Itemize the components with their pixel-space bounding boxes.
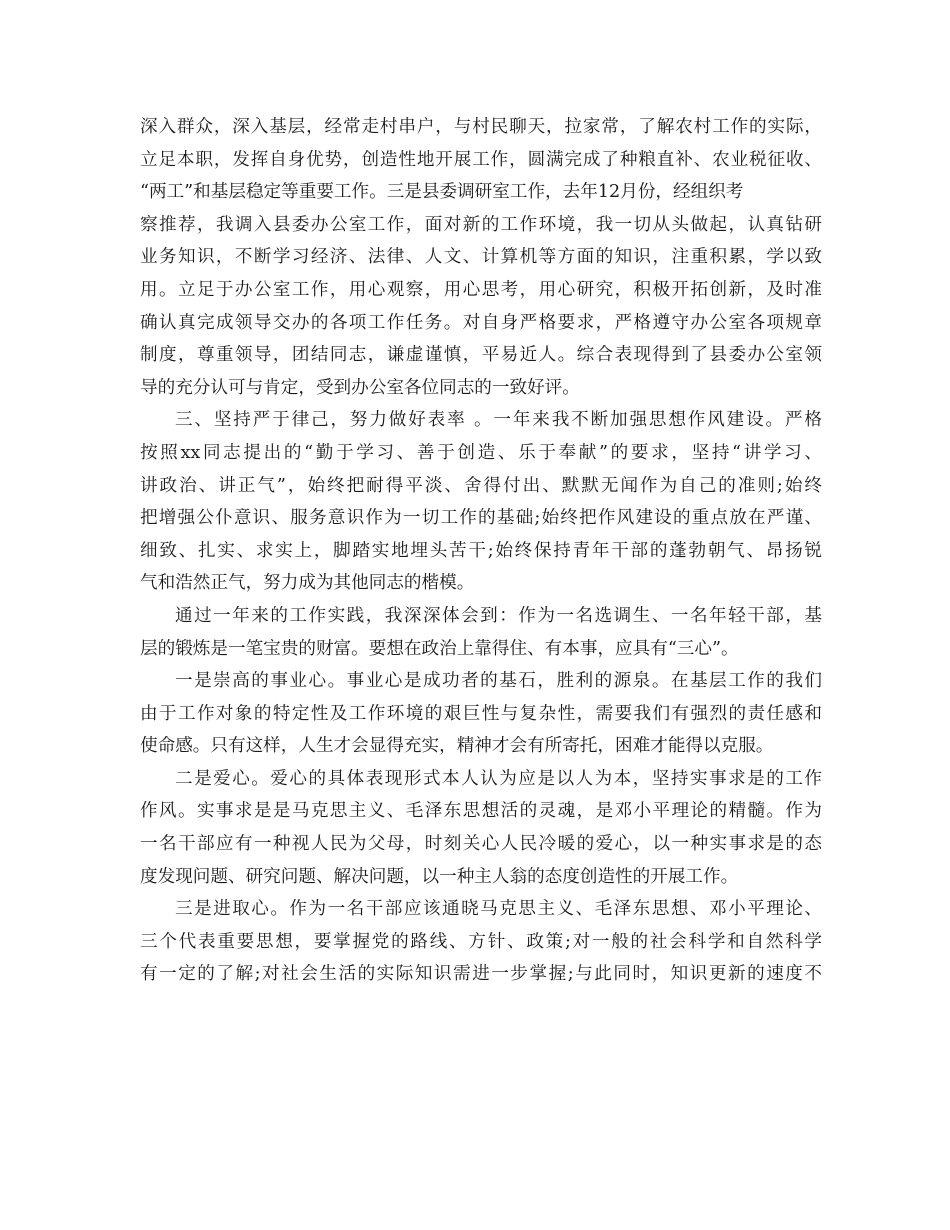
text-line: 层的锻炼是一笔宝贵的财富。要想在政治上靠得住、有本事，应具有“三心”。 [140,638,739,659]
text-line: 通过一年来的工作实践，我深深体会到：作为一名选调生、一名年轻干部，基 [175,605,822,626]
text-line: 三、坚持严于律己，努力做好表率 。一年来我不断加强思想作风建设。严格 [175,410,822,431]
text-line: 立足本职，发挥自身优势，创造性地开展工作，圆满完成了种粮直补、农业税征收、 [140,149,822,170]
text-line: 细致、扎实、求实上，脚踏实地埋头苦干;始终保持青年干部的蓬勃朝气、昂扬锐 [140,540,822,561]
text-line: 使命感。只有这样，人生才会显得充实，精神才会有所寄托，困难才能得以克服。 [140,736,774,757]
text-line: 气和浩然正气，努力成为其他同志的楷模。 [140,573,475,594]
text-line: 三个代表重要思想，要掌握党的路线、方针、政策;对一般的社会科学和自然科学 [140,931,822,952]
text-line: 用。立足于办公室工作，用心观察，用心思考，用心研究，积极开拓创新，及时准 [140,279,822,300]
text-line: 一名干部应有一种视人民为父母，时刻关心人民冷暖的爱心，以一种实事求是的态 [140,834,822,855]
text-line: 三是进取心。作为一名干部应该通晓马克思主义、毛泽东思想、邓小平理论、 [175,899,822,920]
text-line: 按照xx同志提出的“勤于学习、善于创造、乐于奉献”的要求，坚持“讲学习、 [140,442,822,463]
text-line: 有一定的了解;对社会生活的实际知识需进一步掌握;与此同时，知识更新的速度不 [140,964,822,985]
text-line: 导的充分认可与肯定，受到办公室各位同志的一致好评。 [140,377,580,398]
text-line: 一是崇高的事业心。事业心是成功者的基石，胜利的源泉。在基层工作的我们 [175,671,822,692]
text-line: 作风。实事求是是马克思主义、毛泽东思想活的灵魂，是邓小平理论的精髓。作为 [140,801,822,822]
text-line: 业务知识，不断学习经济、法律、人文、计算机等方面的知识，注重积累，学以致 [140,247,822,268]
text-line: 把增强公仆意识、服务意识作为一切工作的基础;始终把作风建设的重点放在严谨、 [140,508,822,529]
text-line: 讲政治、讲正气”，始终把耐得平淡、舍得付出、默默无闻作为自己的准则;始终 [140,475,822,496]
text-line: 察推荐，我调入县委办公室工作，面对新的工作环境，我一切从头做起，认真钻研 [140,214,822,235]
text-line: “两工”和基层稳定等重要工作。三是县委调研室工作，去年12月份，经组织考 [140,182,744,203]
text-line: 由于工作对象的特定性及工作环境的艰巨性与复杂性，需要我们有强烈的责任感和 [140,703,822,724]
text-line: 深入群众，深入基层，经常走村串户，与村民聊天，拉家常，了解农村工作的实际， [140,117,822,137]
text-line: 确认真完成领导交办的各项工作任务。对自身严格要求，严格遵守办公室各项规章 [140,312,822,333]
text-line: 度发现问题、研究问题、解决问题，以一种主人翁的态度创造性的开展工作。 [140,866,739,887]
text-line: 二是爱心。爱心的具体表现形式本人认为应是以人为本，坚持实事求是的工作 [175,768,822,789]
text-line: 制度，尊重领导，团结同志，谦虚谨慎，平易近人。综合表现得到了县委办公室领 [140,345,822,366]
document-body [140,111,822,991]
